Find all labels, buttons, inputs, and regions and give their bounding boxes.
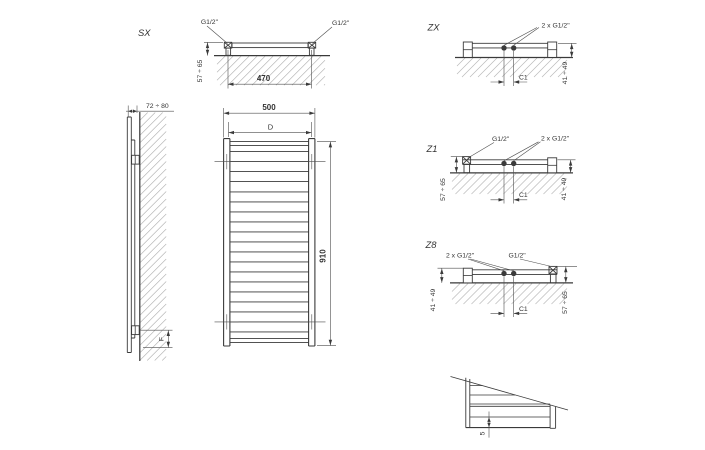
right-bracket [548, 158, 557, 173]
left-collector [466, 378, 470, 428]
conn-label-right: G1/2" [332, 20, 350, 27]
wall-hatch [452, 174, 567, 195]
wall-hatch [457, 58, 567, 77]
leader-side-conn [468, 143, 495, 159]
dim-value-f: F [158, 336, 166, 342]
view-bottom-detail [451, 377, 569, 438]
dim-41-49 [558, 160, 576, 201]
leader-side-conn [520, 259, 552, 267]
view-zx [427, 22, 577, 87]
right-bracket [548, 42, 557, 57]
center-connection-left [501, 271, 506, 276]
view-sx [138, 19, 350, 89]
left-side-fitting [463, 157, 471, 173]
leader-right-conn [313, 27, 333, 44]
dim-value-right: 41 ÷ 49 [560, 177, 568, 201]
view-side [126, 103, 174, 361]
dim-value-gap: 5 [479, 431, 487, 436]
leader-center-conn [504, 28, 539, 46]
conn-label-center: 2 x G1/2" [541, 135, 570, 143]
view-label-z8: Z8 [425, 239, 437, 250]
leader-center-conn [504, 142, 541, 161]
dim-value-right: 57 ÷ 65 [562, 291, 569, 314]
rungs-main [230, 192, 309, 332]
dim-72-80 [126, 103, 174, 117]
conn-label-side: G1/2" [492, 136, 510, 143]
wall-bracket-top [132, 155, 140, 164]
dim-41-49 [430, 268, 463, 311]
conn-label-side: G1/2" [508, 252, 526, 260]
wall-hatch [452, 284, 567, 305]
view-front [215, 103, 337, 346]
view-z8 [425, 239, 578, 317]
leader-left-conn [207, 26, 228, 44]
left-bracket [463, 268, 472, 283]
view-z1 [426, 136, 576, 204]
rungs-upper [230, 152, 309, 182]
dim-value-left: 57 ÷ 65 [440, 178, 447, 201]
dim-41-49 [558, 43, 577, 84]
center-connection-right [511, 45, 516, 50]
dim-d [229, 122, 312, 137]
center-connection-right [511, 271, 516, 276]
dim-5 [480, 412, 491, 438]
dim-910 [317, 142, 336, 346]
conn-label-center: 2 x G1/2" [541, 22, 570, 30]
top-bar [230, 142, 309, 146]
right-fitting [308, 42, 315, 55]
center-connection-right [511, 161, 516, 166]
view-label-z1: Z1 [426, 143, 438, 154]
wall-hatch [140, 113, 166, 361]
dim-value-c1: C1 [519, 305, 528, 313]
dim-value-c1: C1 [519, 74, 528, 82]
radiator-profile [463, 270, 557, 275]
dim-500 [224, 103, 315, 138]
conn-label-left: G1/2" [200, 19, 218, 26]
dim-57-65 [440, 157, 463, 201]
leader-center-conn [468, 259, 514, 271]
wall-hatch [217, 56, 325, 85]
bottom-bar [230, 339, 309, 343]
dim-value-910: 910 [318, 249, 328, 263]
dim-57-65 [557, 266, 577, 313]
left-bracket [463, 42, 472, 57]
right-collector [550, 405, 556, 428]
wall-bracket-bottom [132, 326, 140, 335]
radiator-profile [463, 43, 557, 48]
dim-value-500: 500 [262, 102, 276, 112]
dim-value-d: D [267, 122, 274, 132]
center-connection-left [501, 45, 506, 50]
dim-value-c1: C1 [519, 192, 528, 200]
dim-value-depth: 57 ÷ 65 [197, 59, 204, 83]
dim-value-left: 41 ÷ 49 [430, 288, 437, 312]
dim-value-470: 470 [256, 74, 271, 84]
dim-value-height: 41 ÷ 49 [561, 61, 569, 85]
conn-label-center: 2 x G1/2" [446, 252, 475, 260]
view-label-zx: ZX [427, 21, 440, 33]
dim-c1 [491, 51, 528, 86]
radiator-side-profile [127, 117, 135, 353]
radiator-profile [463, 160, 557, 165]
radiator-profile [232, 43, 308, 48]
dim-value-wall-depth: 72 ÷ 80 [146, 103, 169, 110]
center-connection-left [501, 161, 506, 166]
section-break-line [451, 377, 569, 411]
view-label-sx: SX [138, 27, 151, 38]
